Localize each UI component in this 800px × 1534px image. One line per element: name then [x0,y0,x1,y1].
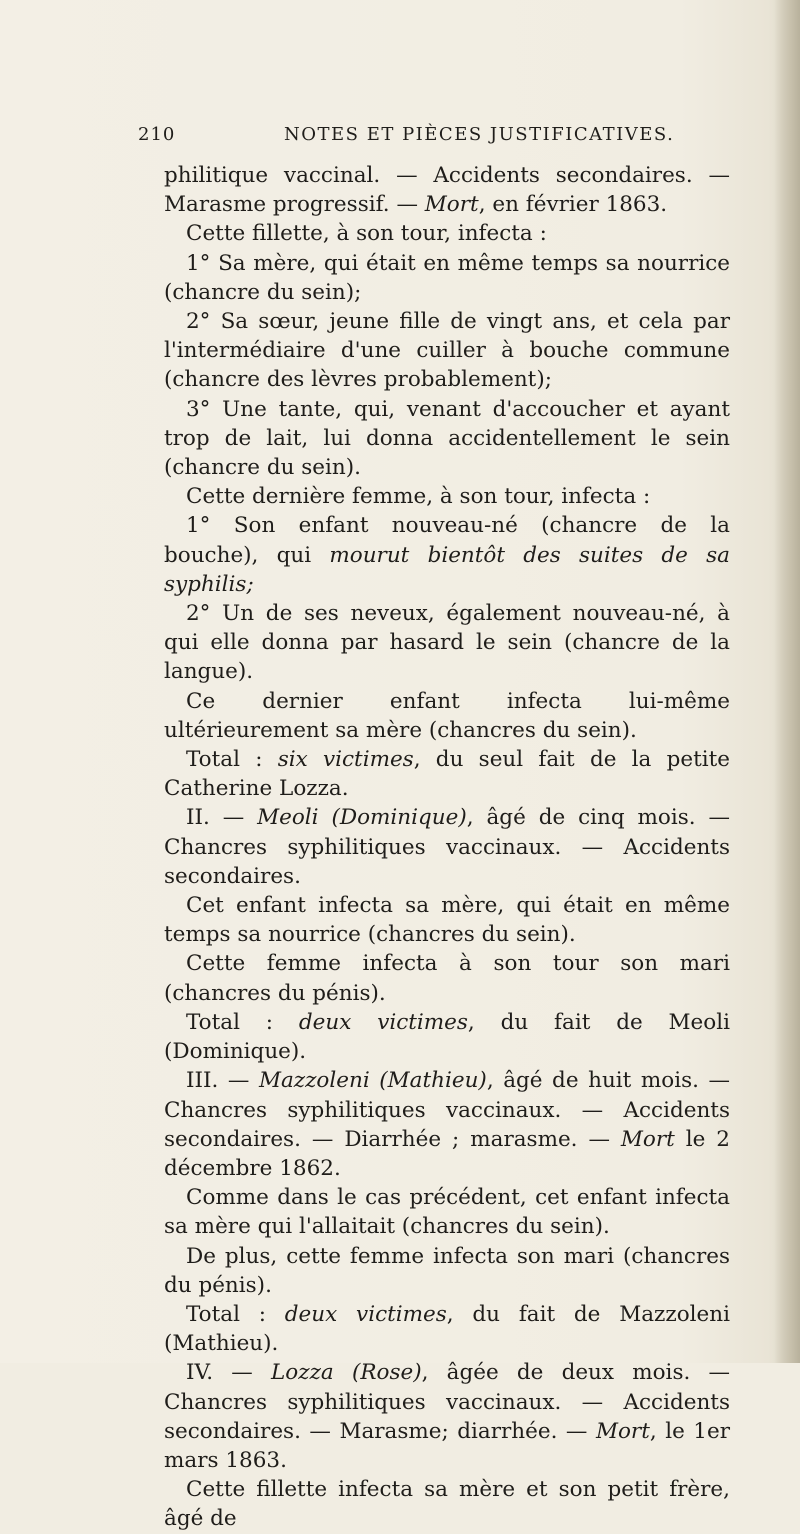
paragraph: philitique vaccinal. — Accidents secondaires. — Marasme progressif. — Mort, en février 1863. [164,163,730,218]
paragraph: Cette fillette infecta sa mère et son petit frère, âgé de [164,1477,730,1532]
paragraph: Comme dans le cas précédent, cet enfant infecta sa mère qui l'allaitait (chancres du sein). [164,1185,730,1240]
paragraph: Cette fillette, à son tour, infecta : [186,221,547,247]
case-heading: IV. — Lozza (Rose), âgée de deux mois. — Chancres syphilitiques vaccinaux. — Accidents secondaires. — Marasme; diarrhée. — Mort, le 1er mars 1863. [164,1360,731,1473]
body-text [164,161,730,1534]
paragraph: Total : deux victimes, du fait de Mazzoleni (Mathieu). [164,1301,730,1357]
paragraph: De plus, cette femme infecta son mari (chancres du pénis). [164,1243,730,1298]
running-header [138,124,738,150]
paragraph: 1° Sa mère, qui était en même temps sa nourrice (chancre du sein); [164,250,730,305]
paragraph: 1° Son enfant nouveau-né (chancre de la bouche), qui mourut bientôt des suites de sa syphilis; [164,513,730,597]
paragraph: Total : deux victimes, du fait de Meoli (Dominique). [164,1009,730,1065]
paragraph: 2° Un de ses neveux, également nouveau-né, à qui elle donna par hasard le sein (chancre de la langue). [164,601,730,685]
paragraph: Cette dernière femme, à son tour, infecta : [186,484,651,510]
page-edge-shadow [774,0,800,1363]
paragraph: Total : six victimes, du seul fait de la petite Catherine Lozza. [164,747,730,802]
case-heading: III. — Mazzoleni (Mathieu), âgé de huit mois. — Chancres syphilitiques vaccinaux. — Accidents secondaires. — Diarrhée ; marasme. — Mort le 2 décembre 1862. [164,1068,730,1181]
page-number: 210 [138,124,176,145]
case-heading: II. — Meoli (Dominique), âgé de cinq mois. — Chancres syphilitiques vaccinaux. — Accidents secondaires. [164,805,730,889]
paragraph: Cette femme infecta à son tour son mari (chancres du pénis). [164,951,730,1006]
paragraph: 2° Sa sœur, jeune fille de vingt ans, et cela par l'intermédiaire d'une cuiller à bouche commune (chancre des lèvres probablement); [164,309,730,393]
paragraph: Cet enfant infecta sa mère, qui était en même temps sa nourrice (chancres du sein). [164,893,730,948]
running-title: NOTES ET PIÈCES JUSTIFICATIVES. [284,124,675,145]
paragraph: 3° Une tante, qui, venant d'accoucher et ayant trop de lait, lui donna accidentellement le sein (chancre du sein). [164,396,730,481]
paragraph: Ce dernier enfant infecta lui-même ultérieurement sa mère (chancres du sein). [164,688,730,743]
